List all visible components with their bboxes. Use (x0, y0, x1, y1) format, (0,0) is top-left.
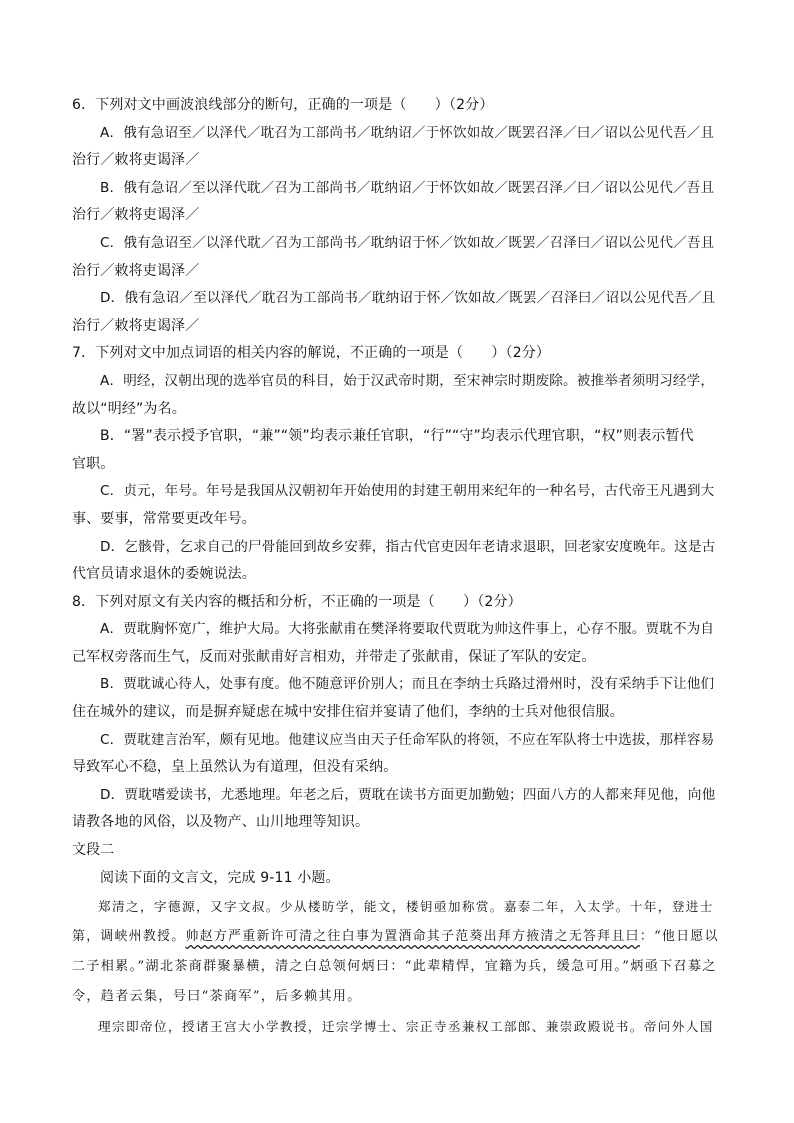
q6-option-b: B．俄有急诏／至以泽代耽／召为工部尚书／耽纳诏／于怀饮如故／既罢召泽／曰／诏以公见代／吾且 (100, 179, 715, 196)
q8-option-d: D．贾耽嗜爱读书，尤悉地理。年老之后，贾耽在读书方面更加勤勉；四面八方的人都来拜见他，向他 (100, 786, 716, 803)
q6-option-b-cont: 治行／敕将吏谒泽／ (72, 207, 200, 224)
section-instruction: 阅读下面的文言文，完成 9-11 小题。 (100, 869, 340, 886)
passage-text: ：“他日愿以 (639, 929, 719, 945)
q7-option-c: C．贞元，年号。年号是我国从汉朝初年开始使用的封建王朝用来纪年的一种名号，古代帝王凡遇到大 (100, 483, 715, 500)
passage-line: 理宗即帝位，授诸王宫大小学教授，迁宗学博士、宗正寺丞兼权工部郎、兼崇政殿说书。帝问外人国 (98, 1019, 714, 1035)
q8-option-c: C．贾耽建言治军，颇有见地。他建议应当由天子任命军队的将领，不应在军队将士中选拔，那样容易 (100, 731, 715, 748)
q6-option-c-cont: 治行／敕将吏谒泽／ (72, 262, 200, 279)
section-title: 文段二 (72, 842, 115, 859)
q6-option-a: A．俄有急诏至／以泽代／耽召为工部尚书／耽纳诏／于怀饮如故／既罢召泽／曰／诏以公见代吾／且 (100, 124, 715, 141)
document-content (72, 92, 722, 1042)
q8-option-c-cont: 导致军心不稳，皇上虽然认为有道理，但没有采纳。 (72, 759, 398, 776)
passage-line-with-wavy (72, 922, 722, 952)
q7-option-b-cont: 官职。 (72, 455, 115, 472)
q8-option-b-cont: 住在城外的建议，而是摒弃疑虑在城中安排住宿并宴请了他们，李纳的士兵对他很信服。 (72, 704, 624, 721)
q7-option-b: B．“署”表示授予官职，“兼”“领”均表示兼任官职，“行”“守”均表示代理官职，“权”则表示暂代 (100, 428, 694, 445)
q6-option-d: D．俄有急诏／至以泽代／耽召为工部尚书／耽纳诏于怀／饮如故／既罢／召泽曰／诏以公见代吾／且 (100, 290, 716, 307)
passage-line: 令，趋者云集，号曰“茶商军”，后多赖其用。 (72, 989, 362, 1005)
wavy-underlined-text: 帅赵方严重新许可清之往白事为置酒命其子范葵出拜方掖清之无答拜且曰 (185, 929, 640, 945)
q8-stem: 8．下列对原文有关内容的概括和分析，不正确的一项是（ ）（2分） (72, 593, 522, 610)
q8-option-a: A．贾耽胸怀宽广，维护大局。大将张献甫在樊泽将要取代贾耽为帅这件事上，心存不服。贾耽不为自 (100, 621, 715, 638)
q6-option-d-cont: 治行／敕将吏谒泽／ (72, 317, 200, 334)
q8-option-a-cont: 己军权旁落而生气，反而对张献甫好言相劝，并带走了张献甫，保证了军队的安定。 (72, 648, 596, 665)
passage-text: 第，调峡州教授。 (72, 929, 186, 945)
q7-option-d-cont: 代官员请求退休的委婉说法。 (72, 566, 256, 583)
q7-option-a: A．明经，汉朝出现的选举官员的科目，始于汉武帝时期，至宋神宗时期废除。被推举者须明习经学， (100, 372, 715, 389)
passage-line: 郑清之，字德源，又字文叔。少从楼昉学，能文，楼钥亟加称赏。嘉泰二年，入太学。十年，登进士 (98, 899, 714, 915)
passage-line: 二子相累。”湖北茶商群聚暴横，清之白总领何炳曰：“此辈精悍，宜籍为兵，缓急可用。”炳亟下召募之 (72, 959, 717, 975)
q6-option-c: C．俄有急诏至／以泽代耽／召为工部尚书／耽纳诏于怀／饮如故／既罢／召泽曰／诏以公见代／吾且 (100, 234, 715, 251)
q7-option-c-cont: 事、要事，常常要更改年号。 (72, 510, 256, 527)
q6-option-a-cont: 治行／敕将吏谒泽／ (72, 152, 200, 169)
q6-stem: 6．下列对文中画波浪线部分的断句，正确的一项是（ ）（2分） (72, 97, 494, 113)
q8-option-b: B．贾耽诚心待人，处事有度。他不随意评价别人；而且在李纳士兵路过滑州时，没有采纳手下让他们 (100, 676, 715, 693)
q7-option-a-cont: 故以“明经”为名。 (72, 400, 186, 417)
q7-stem: 7．下列对文中加点词语的相关内容的解说，不正确的一项是（ ）（2分） (72, 345, 551, 362)
q8-option-d-cont: 请教各地的风俗，以及物产、山川地理等知识。 (72, 814, 370, 831)
q7-option-d: D．乞骸骨，乞求自己的尸骨能回到故乡安葬，指古代官吏因年老请求退职，回老家安度晚年。这是古 (100, 538, 716, 555)
